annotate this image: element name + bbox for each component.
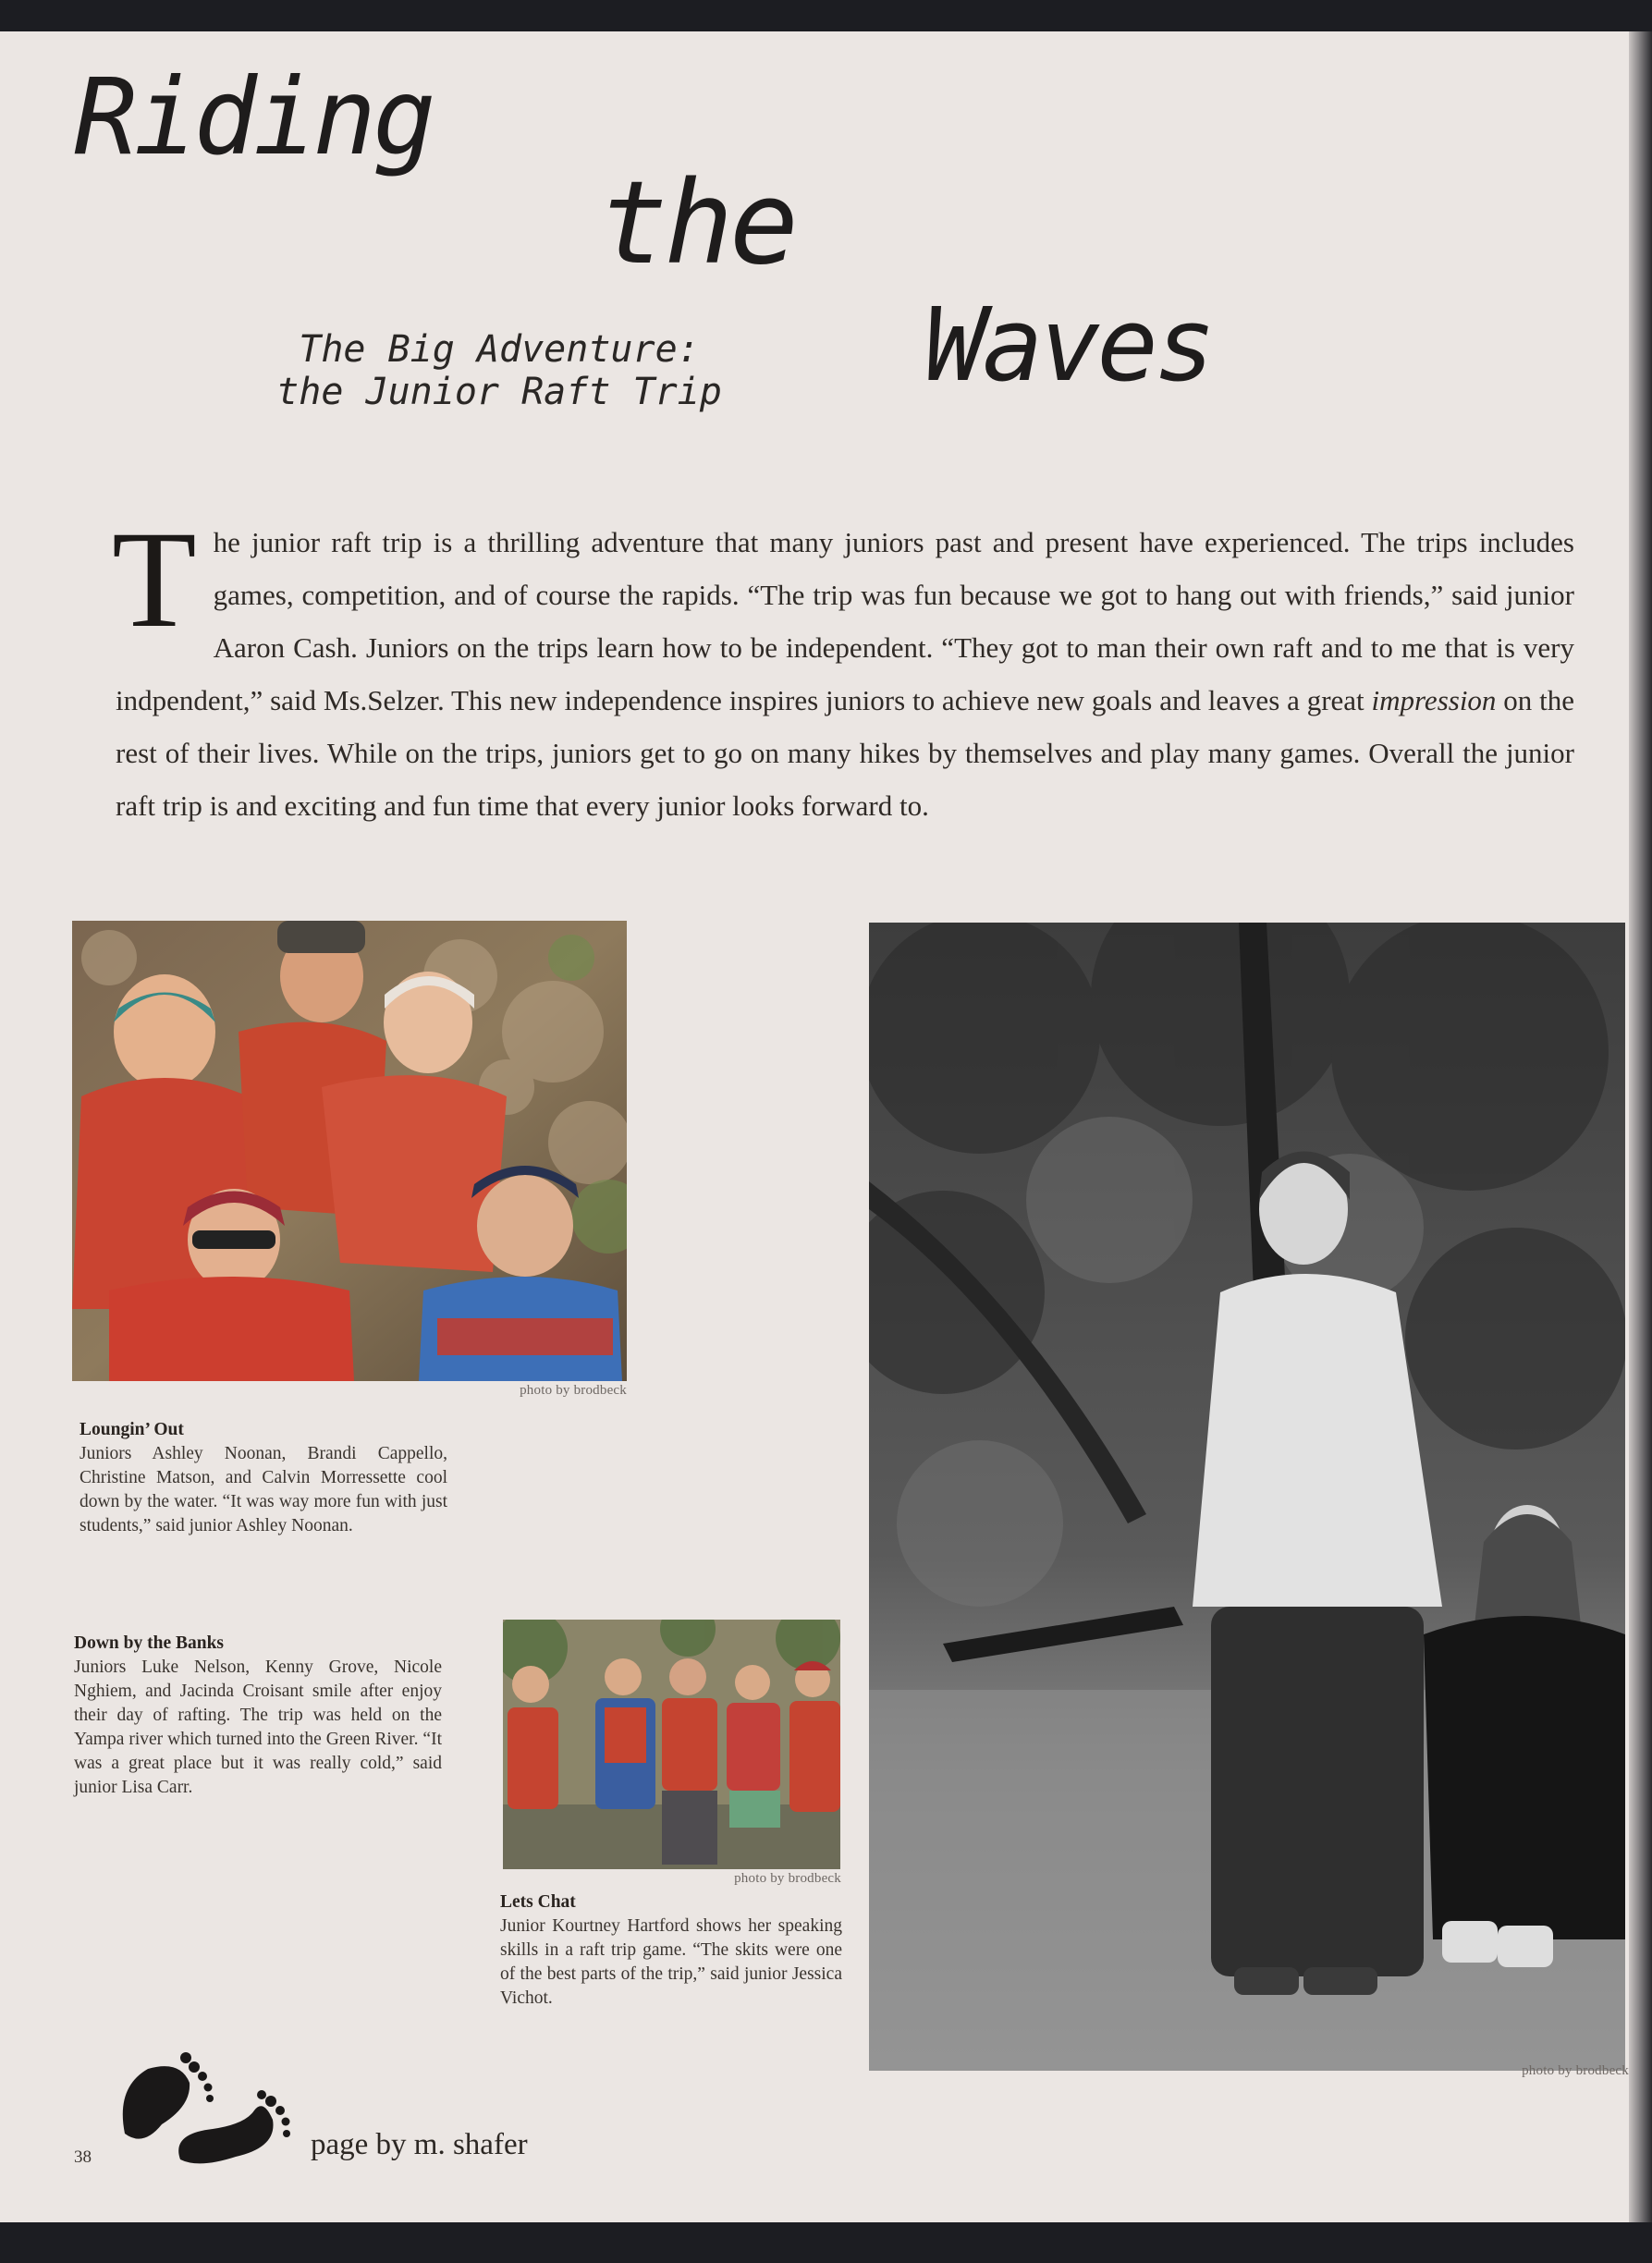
subtitle — [222, 328, 777, 413]
subtitle-line-2: the Junior Raft Trip — [276, 371, 722, 413]
title-word-waves: Waves — [924, 286, 1213, 404]
caption-lounging-text: Juniors Ashley Noonan, Brandi Cappello, Christine Matson, and Calvin Morressette cool down by the water. “It was way more fun with just students,” said junior Ashley Noonan. — [80, 1444, 447, 1535]
page-number: 38 — [74, 2147, 92, 2167]
title-word-riding: Riding — [74, 55, 433, 178]
subtitle-line-1: The Big Adventure: — [299, 328, 700, 371]
page-author-credit: page by m. shafer — [311, 2128, 528, 2161]
drop-cap: T — [112, 503, 197, 656]
lounging-photo-image — [72, 921, 627, 1381]
photo-credit-banks: photo by brodbeck — [734, 1871, 841, 1886]
photo-credit-chat: photo by brodbeck — [1522, 2063, 1629, 2078]
photo-lets-chat — [869, 923, 1625, 2071]
intro-emphasis: impression — [1371, 684, 1497, 716]
caption-chat-title: Lets Chat — [500, 1892, 576, 1912]
banks-photo-image — [503, 1620, 840, 1869]
caption-down-by-banks — [74, 1632, 442, 1800]
title-word-the: the — [599, 157, 795, 290]
page-edge-shadow — [1629, 31, 1652, 2222]
caption-lets-chat — [500, 1890, 842, 2011]
intro-text-1: he junior raft trip is a thrilling adventure that many juniors past and present have experienced. The trips includes games, competition, and of course the rapids. “The trip was fun because we got to hang out with friends,” said junior Aaron Cash. Juniors on the trips learn how to be independent. “They got to man their own raft and to me that is very indpendent,” said Ms.Selzer. This new independence inspires juniors to achieve new goals and leaves a great — [116, 526, 1574, 716]
intro-paragraph — [112, 503, 1574, 832]
chat-photo-image — [869, 923, 1625, 2071]
intro-text-2: on the rest of their lives. While on the trips, juniors get to go on many hikes by themselves and play many games. Overall the junior raft trip is and exciting and fun time that every junior looks forward to. — [116, 684, 1574, 822]
caption-lounging-title: Loungin’ Out — [80, 1420, 184, 1439]
photo-lounging-out — [72, 921, 627, 1381]
photo-down-by-banks — [503, 1620, 840, 1869]
caption-lounging-out — [80, 1418, 447, 1538]
caption-chat-text: Junior Kourtney Hartford shows her speaking skills in a raft trip game. “The skits were one of the best parts of the trip,” said junior Jessica Vichot. — [500, 1916, 842, 2008]
caption-banks-text: Juniors Luke Nelson, Kenny Grove, Nicole Nghiem, and Jacinda Croisant smile after enjoy their day of rafting. The trip was held on the Yampa river which turned into the Green River. “It was a great place but it was really cold,” said junior Lisa Carr. — [74, 1657, 442, 1797]
caption-banks-title: Down by the Banks — [74, 1633, 225, 1653]
footprints-icon — [106, 2032, 300, 2171]
photo-credit-lounging: photo by brodbeck — [520, 1383, 627, 1398]
